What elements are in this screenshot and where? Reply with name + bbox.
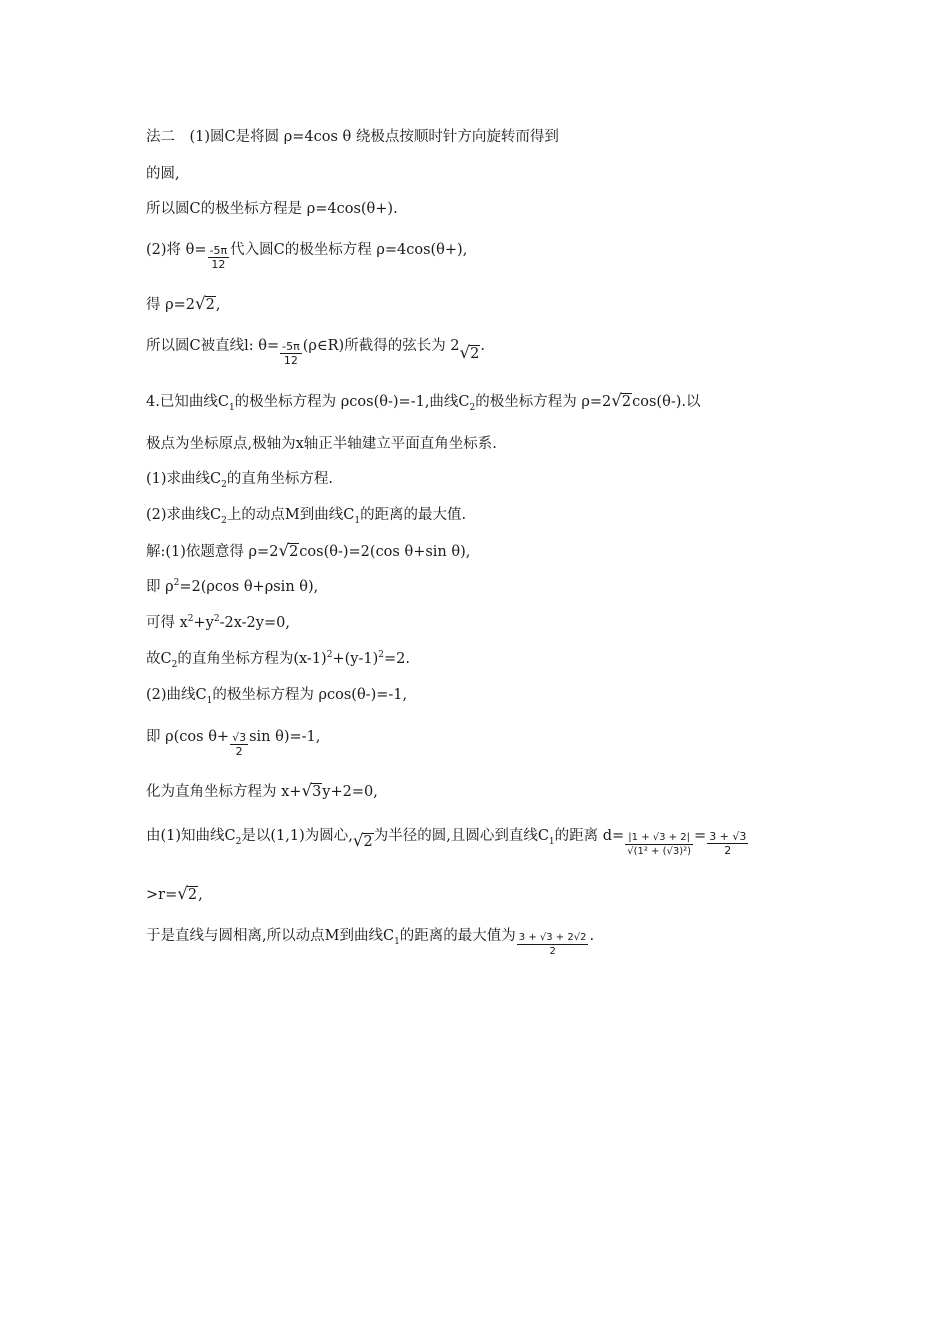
subscript: 1 [354, 515, 361, 526]
text: y+2=0, [322, 784, 378, 800]
text: sin θ)=-1, [249, 729, 321, 745]
text-line [146, 613, 290, 633]
text: 解:(1)依题意得 ρ=2 [146, 544, 279, 560]
fraction-numerator: 3 + √3 + 2√2 [518, 932, 587, 943]
text: 的圆, [146, 166, 180, 182]
text: (2)求曲线C [146, 507, 222, 523]
text: 可得 x [146, 615, 188, 631]
text: 的极坐标方程为 ρcos(θ-)=-1, [212, 687, 408, 703]
text: 上的动点M到曲线C [226, 507, 355, 523]
fraction-denominator: 12 [283, 354, 298, 367]
text: +y [193, 615, 214, 631]
text: 4.已知曲线C [146, 394, 229, 410]
text: , [215, 297, 221, 313]
subscript: 2 [171, 659, 178, 670]
text-line [146, 781, 378, 802]
square-root: √2 [177, 884, 198, 903]
text: cos(θ-)=2(cos θ+sin θ), [299, 544, 471, 560]
subscript: 2 [221, 515, 227, 526]
text: =2. [383, 651, 410, 667]
text-line [146, 649, 410, 669]
superscript: 2 [213, 614, 220, 625]
fraction [517, 931, 589, 958]
text: (1)求曲线C [146, 471, 222, 487]
fraction [280, 340, 302, 367]
text-line [146, 577, 318, 597]
text: 由(1)知曲线C [146, 828, 236, 844]
text: 代入圆C的极坐标方程 ρ=4cos(θ+), [230, 242, 468, 258]
radicand: 2 [289, 544, 299, 560]
text-line [146, 469, 333, 489]
text-line [146, 541, 470, 562]
fraction-numerator: √3 [232, 731, 247, 744]
fraction-denominator: √(1² + (√3)²) [627, 846, 692, 857]
text: 的极坐标方程为 ρ=2 [475, 394, 612, 410]
fraction-denominator: 12 [211, 258, 226, 271]
text-line [146, 826, 749, 858]
radicand: 2 [205, 297, 215, 313]
text: =2(ρcos θ+ρsin θ), [179, 579, 319, 595]
text-line [146, 434, 497, 454]
fraction-denominator: 2 [235, 745, 243, 758]
text: 即 ρ(cos θ+ [146, 729, 230, 745]
text: 的极坐标方程为 ρcos(θ-)=-1,曲线C [234, 394, 470, 410]
text-line [146, 336, 485, 367]
text: 于是直线与圆相离,所以动点M到曲线C [146, 928, 395, 944]
fraction [707, 830, 748, 857]
text: 的直角坐标方程为(x-1) [177, 651, 327, 667]
text: >r= [146, 887, 178, 903]
subscript: 2 [235, 836, 242, 847]
text: 的距离的最大值为 [399, 928, 516, 944]
text: 法二 (1)圆C是将圆 ρ=4cos θ 绕极点按顺时针方向旋转而得到 [146, 129, 559, 145]
text-line [146, 505, 466, 525]
superscript: 2 [173, 578, 180, 589]
fraction-numerator: |1 + √3 + 2| [625, 831, 693, 845]
text: 为半径的圆,且圆心到直线C [373, 828, 549, 844]
text-line [146, 727, 320, 758]
subscript: 2 [221, 479, 227, 490]
fraction [208, 244, 230, 271]
text-line [146, 294, 220, 315]
text: (2)曲线C [146, 687, 207, 703]
text: (ρ∈R)所截得的弦长为 2 [302, 338, 460, 354]
text: , [198, 887, 203, 903]
text: 是以(1,1)为圆心, [241, 828, 353, 844]
radicand: 3 [312, 784, 322, 800]
text-line [146, 127, 559, 147]
fraction-numerator: -5π [209, 244, 228, 257]
square-root: √2 [352, 831, 373, 850]
text: 的距离 d= [554, 828, 625, 844]
radicand: 2 [470, 346, 480, 362]
square-root: √2 [459, 343, 480, 362]
text: 所以圆C被直线l: θ= [146, 338, 280, 354]
text-line [146, 926, 594, 958]
text-line [146, 240, 467, 271]
text-line [146, 884, 203, 905]
square-root: √3 [301, 781, 322, 800]
fraction [625, 831, 693, 858]
fraction [230, 731, 248, 758]
radicand: 2 [363, 834, 373, 850]
fraction-numerator: 3 + √3 [709, 830, 747, 843]
text: -2x-2y=0, [219, 615, 290, 631]
square-root: √2 [611, 391, 632, 410]
text-line [146, 199, 398, 219]
text: 的距离的最大值. [360, 507, 467, 523]
text: 故C [146, 651, 172, 667]
text: . [589, 928, 595, 944]
subscript: 1 [206, 695, 213, 706]
text: cos(θ-).以 [632, 394, 701, 410]
text: 的直角坐标方程. [226, 471, 333, 487]
fraction-numerator: -5π [282, 340, 300, 353]
radicand: 2 [187, 887, 198, 903]
subscript: 2 [469, 402, 476, 413]
subscript: 1 [548, 836, 555, 847]
square-root: √2 [278, 541, 299, 560]
text: . [480, 338, 485, 354]
text: 极点为坐标原点,极轴为x轴正半轴建立平面直角坐标系. [146, 436, 497, 452]
superscript: 2 [378, 650, 384, 661]
radicand: 2 [621, 394, 632, 410]
text: +(y-1) [332, 651, 379, 667]
text: 即 ρ [146, 579, 174, 595]
text-line [146, 391, 701, 412]
text: (2)将 θ= [146, 242, 207, 258]
subscript: 1 [228, 402, 235, 413]
subscript: 1 [394, 936, 400, 947]
text: 所以圆C的极坐标方程是 ρ=4cos(θ+). [146, 201, 398, 217]
text-line [146, 164, 180, 184]
square-root: √2 [195, 294, 215, 313]
superscript: 2 [326, 650, 333, 661]
text: 化为直角坐标方程为 x+ [146, 784, 302, 800]
text: 得 ρ=2 [146, 297, 196, 313]
fraction-denominator: 2 [724, 844, 732, 857]
text-line [146, 685, 407, 705]
superscript: 2 [187, 614, 194, 625]
text: = [694, 828, 707, 844]
fraction-denominator: 2 [549, 946, 556, 957]
